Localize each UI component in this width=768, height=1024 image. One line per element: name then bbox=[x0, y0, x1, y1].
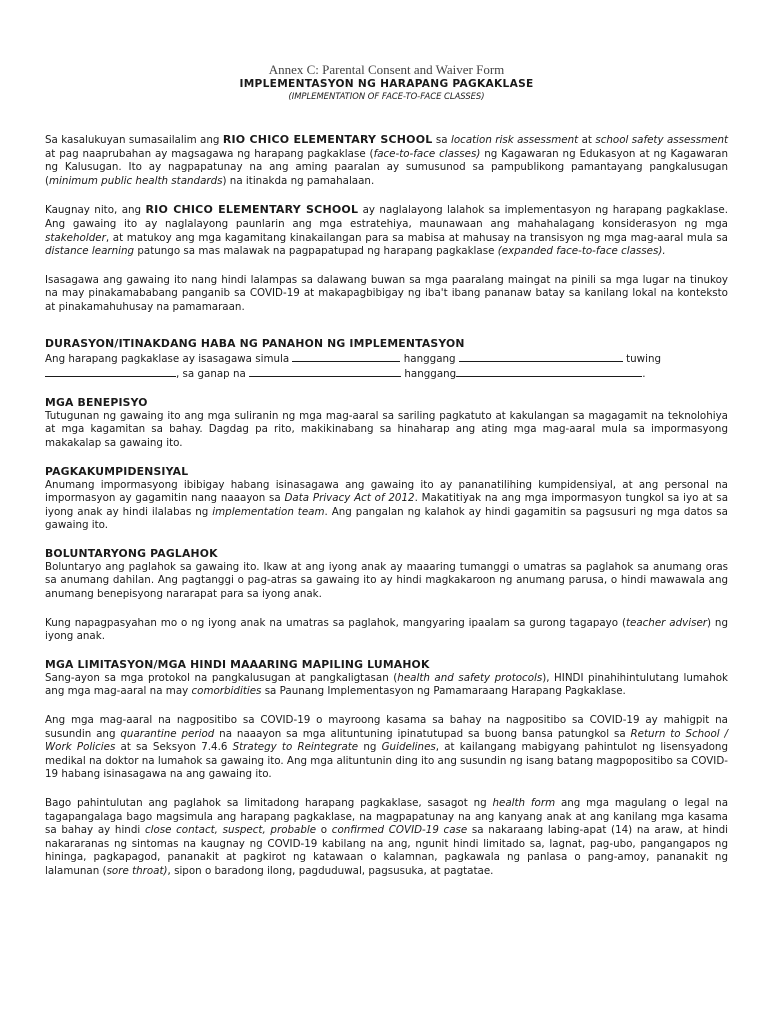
voluntary-text-1: Boluntaryo ang paglahok sa gawaing ito. Ikaw at ang iyong anak ay maaaring tumanggi o umatras sa paglahok sa anumang oras sa anumang dahilan. Ang pagtanggi o pag-atras sa gawaing ito ay hindi magkakaroon ng anumang parusa, o hindi mawawala ang anumang benepisyong nararapat para sa iyong anak. bbox=[45, 560, 728, 601]
school-name: RIO CHICO ELEMENTARY SCHOOL bbox=[145, 203, 359, 217]
form-title: IMPLEMENTASYON NG HARAPANG PAGKAKLASE bbox=[239, 78, 534, 90]
limitations-text-1: Sang-ayon sa mga protokol na pangkalusugan at pangkaligtasan (health and safety protocols), HINDI pinahihintulutang lumahok ang mga mag-aaral na may comorbidities sa Paunang Implementasyon ng Pamamaraang Harapang Pagkaklase. bbox=[45, 671, 728, 698]
end-date-blank[interactable] bbox=[459, 351, 623, 362]
limitations-text-3: Bago pahintulutan ang paglahok sa limitadong harapang pagkaklase, sasagot ng health form ang mga magulang o legal na tagapangalaga bago magsimula ang harapang pagkaklase, na magpapatunay na ang kanyang anak at ang kanilang mga kasama sa bahay ay hindi close contact, suspect, probable o confirmed COVID-19 case sa nakaraang labing-apat (14) na araw, at hindi nakararanas ng sintomas na kaugnay ng COVID-19 kabilang na ang, ngunit hindi limitado sa, lagnat, pag-ubo, pangangapos ng hininga, pagkapagod, pananakit at pagkirot ng katawaan o kalamnan, pagkawala ng panlasa o pang-amoy, pananakit ng lalamunan (sore throat), sipon o baradong ilong, pagduduwal, pagsusuka, at pagtatae. bbox=[45, 797, 729, 877]
voluntary-heading: BOLUNTARYONG PAGLAHOK bbox=[45, 546, 218, 560]
confidentiality-text: Anumang impormasyong ibibigay habang isinasagawa ang gawaing ito ay pananatilihing kumpidensiyal, at ang personal na impormasyon ay gagamitin nang naaayon sa Data Privacy Act of 2012. Makatitiyak na ang mga impormasyon tungkol sa iyo at sa iyong anak ay hindi ilalabas ng implementation team. Ang pangalan ng kalahok ay hindi gagamitin sa pagsusuri ng mga datos sa gawaing ito. bbox=[45, 478, 728, 532]
confidentiality-heading: PAGKAKUMPIDENSIYAL bbox=[45, 464, 189, 478]
intro-paragraph-3: Isasagawa ang gawaing ito nang hindi lalampas sa dalawang buwan sa mga paaralang maingat na pinili sa mga lugar na tinukoy na may pinakamababang panganib sa COVID-19 at makapagbibigay ng iba't ibang pananaw batay sa kanilang lokal na konteksto at pinakamahuhusay na pamamaraan. bbox=[45, 273, 728, 313]
limitations-text-2: Ang mga mag-aaral na nagpositibo sa COVID-19 o mayroong kasama sa bahay na nagpositibo sa COVID-19 ay mahigpit na susundin ang quarantine period na naaayon sa mga alituntuning ipinatutupad sa buong bansa patungkol sa Return to School / Work Policies at sa Seksyon 7.4.6 Strategy to Reintegrate ng Guidelines, at kailangang mabigyang pahintulot ng lisensyadong medikal na doktor na lumahok sa gawaing ito. Ang mga alituntunin ding ito ang susundin ng isang batang magpopositibo sa COVID-19 habang isinasagawa na ang gawaing ito. bbox=[45, 714, 729, 781]
form-subtitle: (IMPLEMENTATION OF FACE-TO-FACE CLASSES) bbox=[288, 91, 485, 101]
limitations-heading: MGA LIMITASYON/MGA HINDI MAAARING MAPILING LUMAHOK bbox=[45, 657, 430, 671]
start-time-blank[interactable] bbox=[249, 366, 401, 377]
end-time-blank[interactable] bbox=[456, 366, 642, 377]
duration-heading: DURASYON/ITINAKDANG HABA NG PANAHON NG IMPLEMENTASYON bbox=[45, 336, 465, 350]
duration-text: Ang harapang pagkaklase ay isasagawa simula hanggang tuwing , sa ganap na hanggang . bbox=[45, 352, 662, 381]
intro-paragraph-1: Sa kasalukuyan sumasailalim ang RIO CHICO ELEMENTARY SCHOOL sa location risk assessment at school safety assessment at pag naaprubahan ay magsagawa ng harapang pagkaklase (face-to-face classes) ng Kagawaran ng Edukasyon at ng Kagawaran ng Kalusugan. Ito ay nagpapatunay na ang aming paaralan ay sumusunod sa pampublikong pamantayang pangkalusugan (minimum public health standards) na itinakda ng pamahalaan. bbox=[45, 133, 729, 187]
benefits-heading: MGA BENEPISYO bbox=[45, 395, 148, 409]
benefits-text: Tutugunan ng gawaing ito ang mga suliranin ng mga mag-aaral sa sariling pagkatuto at kakulangan sa magagamit na teknolohiya at mga kagamitan sa bahay. Dagdag pa rito, makikinabang sa hinaharap ang ating mga mag-aaral mula sa impormasyong makakalap sa gawaing ito. bbox=[45, 409, 728, 449]
start-date-blank[interactable] bbox=[292, 351, 400, 362]
days-blank[interactable] bbox=[45, 366, 176, 377]
intro-paragraph-2: Kaugnay nito, ang RIO CHICO ELEMENTARY SCHOOL ay naglalayong lalahok sa implementasyon ng harapang pagkaklase. Ang gawaing ito ay naglalayong paunlarin ang mga estratehiya, maunawaan ang mahahalagang konsiderasyon ng mga stakeholder, at matukoy ang mga kagamitang kinakailangan para sa mabisa at mahusay na transisyon ng mga mag-aaral mula sa distance learning patungo sa mas malawak na pagpapatupad ng harapang pagkaklase (expanded face-to-face classes). bbox=[45, 203, 729, 258]
school-name: RIO CHICO ELEMENTARY SCHOOL bbox=[222, 133, 433, 146]
annex-label: Annex C: Parental Consent and Waiver Form bbox=[268, 62, 505, 77]
voluntary-text-2: Kung napagpasyahan mo o ng iyong anak na umatras sa paglahok, mangyaring ipaalam sa gurong tagapayo (teacher adviser) ng iyong anak. bbox=[45, 616, 728, 643]
